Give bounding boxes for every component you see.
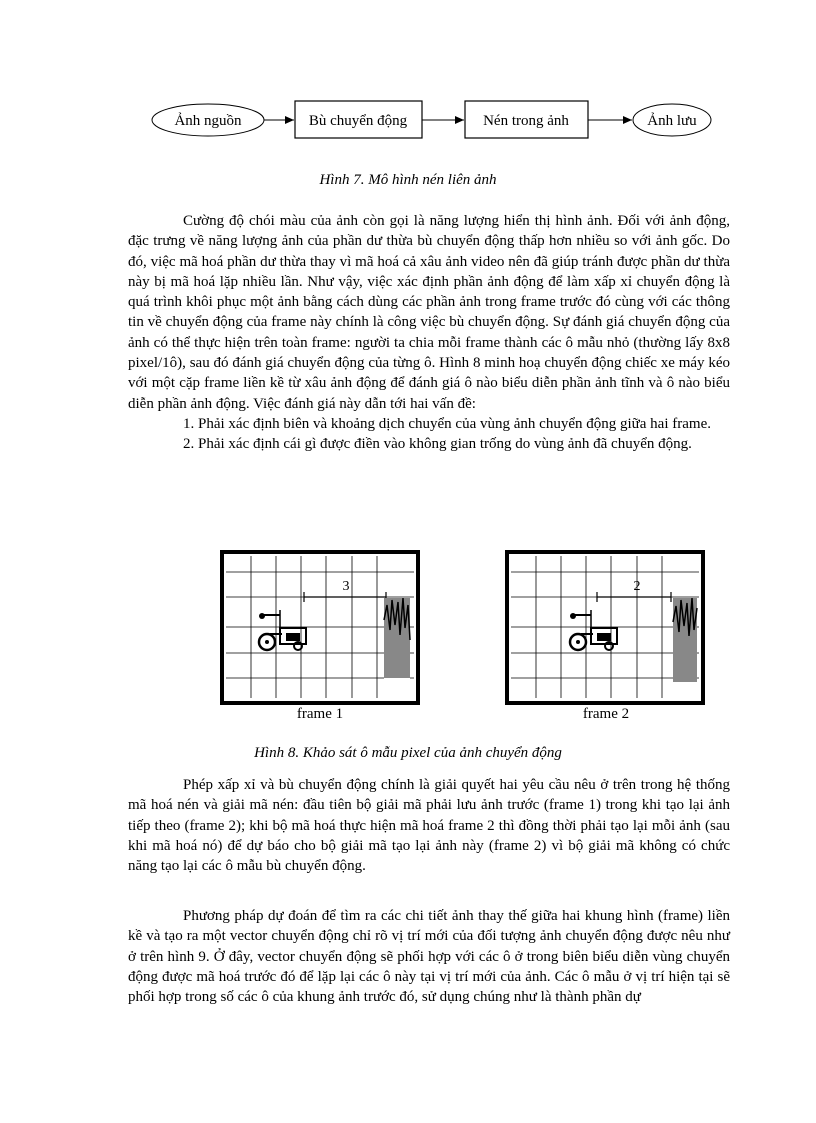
figure-8-caption: Hình 8. Khảo sát ô mẫu pixel của ảnh chuyển động <box>254 745 562 761</box>
paragraph-1: Cường độ chói màu của ảnh còn gọi là năng lượng hiển thị hình ảnh. Đối với ảnh động, đặc trưng về năng lượng ảnh của phần dư thừa bù chuyển động thấp hơn nhiều so với ảnh gốc. Do đó, việc mã hoá phần dư thừa thay vì mã hoá cả xâu ảnh video nên đã giúp tránh được phần dư thừa này bị mã hoá lặp nhiều lần. Như vậy, việc xác định phần ảnh động để làm xấp xỉ chuyển động là quá trình khôi phục một ảnh bằng cách dùng các phần ảnh trong frame trước đó cùng với các thông tin về chuyển động của frame này chính là công việc bù chuyển động. Sự đánh giá chuyển động của ảnh có thể thực hiện trên toàn frame: người ta chia mỗi frame thành các ô mẫu nhỏ (thường lấy 8x8 pixel/1ô), sau đó đánh giá chuyển động của từng ô. Hình 8 minh hoạ chuyển động chiếc xe máy kéo với một cặp frame liền kề từ xâu ảnh động để đánh giá ô nào biểu diễn phần ảnh tĩnh và ô nào biểu diễn phần ảnh động. Việc đánh giá này dẫn tới hai vấn đề: <box>128 213 730 412</box>
moving-object-strip <box>384 598 410 696</box>
list-item-2: 2. Phải xác định cái gì được điền vào không gian trống do vùng ảnh đã chuyển động. <box>183 436 692 453</box>
paragraph-2: Phép xấp xỉ và bù chuyển động chính là giải quyết hai yêu cầu nêu ở trên trong hệ thống mã hoá nén và giải mã nén: đầu tiên bộ giải mã phải lưu ảnh trước (frame 1) trong khi tạo lại ảnh tiếp theo (frame 2); khi bộ mã hoá thực hiện mã hoá frame 2 thì đồng thời phải tạo lại mỗi ảnh (sau khi mã hoá nó) để dự báo cho bộ giải mã tạo lại ảnh này (frame 2) vì bộ giải mã không có chức năng tạo lại các ô mẫu bù chuyển động. <box>128 777 730 875</box>
motion-compensation-label: Bù chuyển động <box>308 113 408 129</box>
body-text-middle <box>128 775 730 876</box>
body-text-top <box>128 211 730 455</box>
frame-2-label: frame 2 <box>582 706 630 722</box>
source-image-label: Ảnh nguồn <box>174 113 242 129</box>
stored-image-label: Ảnh lưu <box>647 113 697 129</box>
frame-2-shift-label: 2 <box>633 579 641 594</box>
frame-1-diagram <box>220 550 420 705</box>
list-item-1: 1. Phải xác định biên và khoảng dịch chuyển của vùng ảnh chuyển động giữa hai frame. <box>183 415 711 432</box>
intra-compression-label: Nén trong ảnh <box>483 113 569 129</box>
paragraph-3: Phương pháp dự đoán để tìm ra các chi tiết ảnh thay thế giữa hai khung hình (frame) liền kề và tạo ra một vector chuyển động chỉ rõ vị trí mới của đối tượng ảnh chuyển động được nêu như ở trên hình 9. Ở đây, vector chuyển động sẽ phối hợp với các ô ở trong biên biểu diễn vùng chuyển động được mã hoá trước đó để lặp lại các ô này tại vị trí mới của ảnh. Các ô mẫu ở vị trí hiện tại sẽ phối hợp trong số các ô của khung ảnh trước đó, sử dụng chúng như là thành phần dự <box>128 908 730 1006</box>
body-text-bottom <box>128 906 730 1007</box>
frame-2-diagram <box>505 550 705 705</box>
figure-7-caption: Hình 7. Mô hình nén liên ảnh <box>319 172 497 188</box>
figure-7-flow-diagram <box>0 0 816 160</box>
frame-1-label: frame 1 <box>296 706 344 722</box>
moving-object-strip <box>673 598 697 696</box>
frame-1-shift-label: 3 <box>342 579 350 594</box>
